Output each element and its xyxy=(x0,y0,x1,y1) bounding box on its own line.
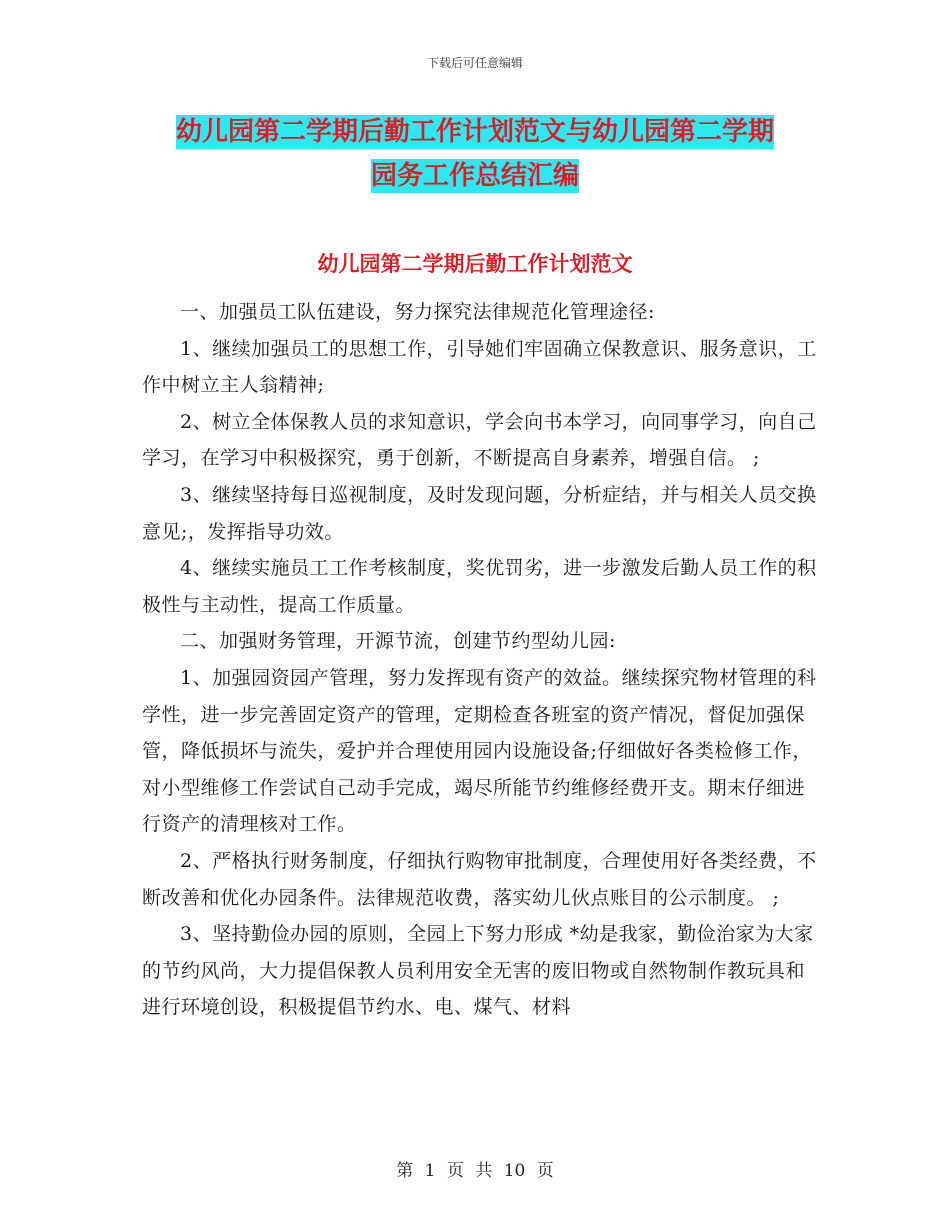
paragraph: 1、继续加强员工的思想工作，引导她们牢固确立保教意识、服务意识，工作中树立主人翁精神; xyxy=(142,337,817,397)
section-title: 幼儿园第二学期后勤工作计划范文 xyxy=(317,252,633,276)
paragraph: 3、继续坚持每日巡视制度，及时发现问题，分析症结，并与相关人员交换意见;，发挥指导功效。 xyxy=(142,483,817,543)
paragraph: 3、坚持勤俭办园的原则，全园上下努力形成 *幼是我家，勤俭治家为大家 的节约风尚，大力提倡保教人员利用安全无害的废旧物或自然物制作教玩具和进行环境创设，积极提倡节约水、电、煤气、材料 xyxy=(142,923,814,1019)
page-footer: 第 1 页 共 10 页 xyxy=(396,1161,554,1181)
paragraph: 二、加强财务管理，开源节流，创建节约型幼儿园: xyxy=(180,630,616,653)
paragraph: 2、严格执行财务制度，仔细执行购物审批制度，合理使用好各类经费，不断改善和优化办园条件。法律规范收费，落实幼儿伙点账目的公示制度。 ; xyxy=(142,849,817,909)
paragraph: 1、加强园资园产管理，努力发挥现有资产的效益。继续探究物材管理的科学性，进一步完善固定资产的管理，定期检查各班室的资产情况，督促加强保管，降低损坏与流失，爱护并合理使用园内设施设备;仔细做好各类检修工作，对小型维修工作尝试自己动手完成，竭尽所能节约维修经费开支。期末仔细进行资产的清理核对工作。 xyxy=(142,666,817,836)
header-note: 下载后可任意编辑 xyxy=(426,56,523,70)
paragraph: 2、树立全体保教人员的求知意识，学会向书本学习，向同事学习，向自己学习，在学习中积极探究，勇于创新，不断提高自身素养，增强自信。 ; xyxy=(142,410,817,470)
document-title-line-1: 幼儿园第二学期后勤工作计划范文与幼儿园第二学期 xyxy=(175,117,774,147)
paragraph: 4、继续实施员工工作考核制度，奖优罚劣，进一步激发后勤人员工作的积极性与主动性，提高工作质量。 xyxy=(142,557,817,616)
paragraph: 一、加强员工队伍建设，努力探究法律规范化管理途径: xyxy=(180,301,655,323)
document-title-line-2: 园务工作总结汇编 xyxy=(370,161,579,191)
document-title xyxy=(0,110,950,198)
body-text xyxy=(142,294,822,1026)
